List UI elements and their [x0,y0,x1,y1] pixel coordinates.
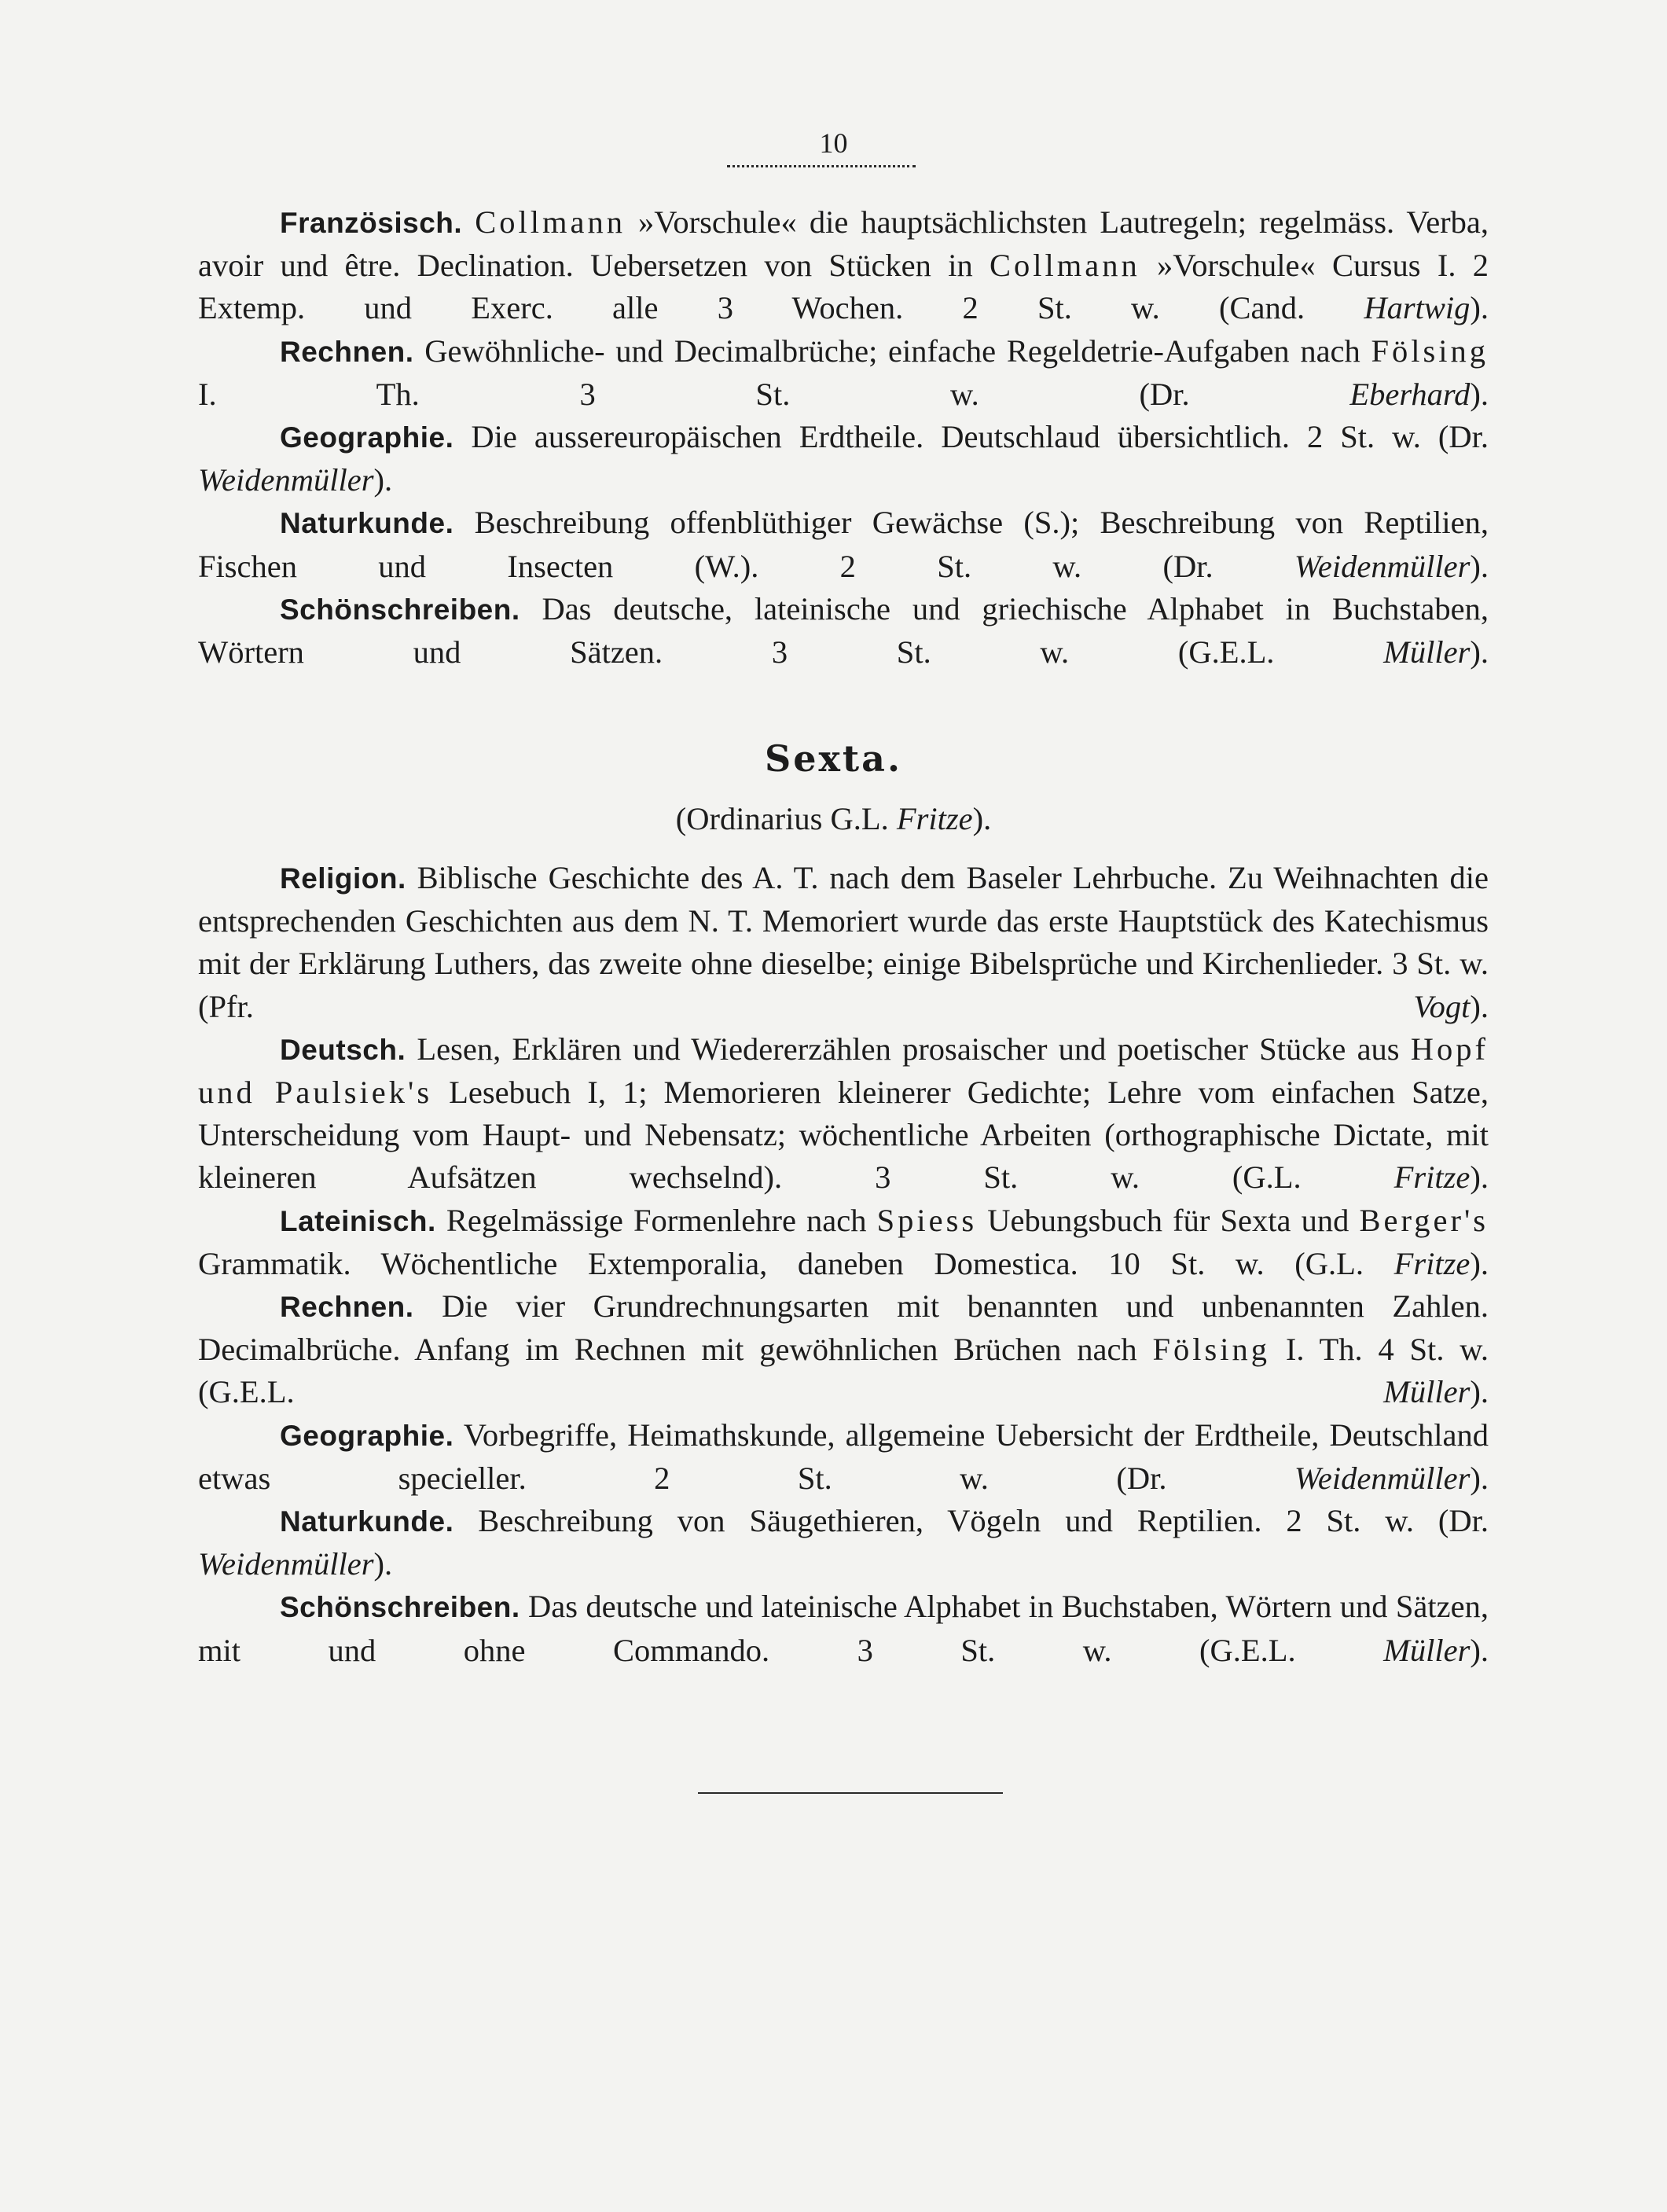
subject-title: Deutsch. [280,1033,406,1066]
previous-class-subjects [198,201,1489,674]
page-number-rule [727,165,916,167]
subject-lateinisch: Lateinisch. Regelmässige Formenlehre nach Spiess Uebungsbuch für Sexta und Berger's Grammatik. Wöchentliche Extemporalia, daneben Domestica. 10 St. w. (G.L. Fritze). [198,1202,1489,1281]
teacher-name: Weidenmüller [198,462,374,498]
subject-naturkunde: Naturkunde. Beschreibung offenblüthiger Gewächse (S.); Beschreibung von Reptilien, Fischen und Insecten (W.). 2 St. w. (Dr. Weidenmüller). [198,505,1489,584]
end-rule [698,1792,1003,1794]
subject-religion: Religion. Biblische Geschichte des A. T. nach dem Baseler Lehrbuche. Zu Weihnachten die entsprechenden Geschichten aus dem N. T. Memoriert wurde das erste Hauptstück des Katechismus mit der Erklärung Luthers, das zweite ohne dieselbe; einige Bibelsprüche und Kirchenlieder. 3 St. w. (Pfr. Vogt). [198,860,1489,1024]
subject-title: Religion. [280,862,406,895]
subject-title: Geographie. [280,1419,454,1452]
author-name: Spiess [876,1202,978,1238]
teacher-name: Weidenmüller [1294,1460,1471,1496]
subject-geographie: Geographie. Vorbegriffe, Heimathskunde, allgemeine Uebersicht der Erdtheile, Deutschland etwas specieller. 2 St. w. (Dr. Weidenmüller). [198,1416,1489,1496]
subject-title: Schönschreiben. [280,1591,520,1624]
author-name: Berger's [1359,1202,1489,1238]
subject-franzoesisch: Französisch. Collmann »Vorschule« die hauptsächlichsten Lautregeln; regelmäss. Verba, avoir und être. Declination. Uebersetzen von Stücken in Collmann »Vorschule« Cursus I. 2 Extemp. und Exerc. alle 3 Wochen. 2 St. w. (Cand. Hartwig). [198,204,1489,326]
teacher-name: Vogt [1413,988,1471,1024]
section-title: Sexta. [765,737,902,780]
teacher-name: Fritze [896,801,973,836]
subject-title: Schönschreiben. [280,593,520,626]
subject-title: Französisch. [280,207,463,239]
subject-naturkunde: Naturkunde. Beschreibung von Säugethieren, Vögeln und Reptilien. 2 St. w. (Dr. Weidenmüller). [198,1503,1489,1582]
section-ordinarius: (Ordinarius G.L. Fritze). [675,801,992,836]
subject-geographie: Geographie. Die aussereuropäischen Erdtheile. Deutschlaud übersichtlich. 2 St. w. (Dr. Weidenmüller). [198,419,1489,498]
subject-rechnen: Rechnen. Die vier Grundrechnungsarten mit benannten und unbenannten Zahlen. Decimalbrüche. Anfang im Rechnen mit gewöhnlichen Brüchen nach Fölsing I. Th. 4 St. w. (G.E.L. Müller). [198,1288,1489,1410]
teacher-name: Müller [1383,1374,1471,1410]
author-name: Collmann [475,204,626,240]
subject-title: Naturkunde. [280,507,454,540]
subject-schoenschreiben: Schönschreiben. Das deutsche und lateinische Alphabet in Buchstaben, Wörtern und Sätzen, mit und ohne Commando. 3 St. w. (G.E.L. Müller). [198,1589,1489,1668]
sexta-subjects [198,857,1489,1672]
subject-title: Rechnen. [280,335,414,368]
subject-title: Lateinisch. [280,1204,436,1237]
subject-deutsch: Deutsch. Lesen, Erklären und Wiedererzählen prosaischer und poetischer Stücke aus Hopf und Paulsiek's Lesebuch I, 1; Memorieren kleinerer Gedichte; Lehre vom einfachen Satze, Unterscheidung vom Haupt- und Nebensatz; wöchentliche Arbeiten (orthographische Dictate, mit kleineren Aufsätzen wechselnd). 3 St. w. (G.L. Fritze). [198,1031,1489,1196]
author-name: Fölsing [1152,1332,1271,1368]
teacher-name: Eberhard [1349,376,1471,412]
author-name: Fölsing [1371,333,1489,369]
subject-rechnen: Rechnen. Gewöhnliche- und Decimalbrüche; einfache Regeldetrie-Aufgaben nach Fölsing I. Th. 3 St. w. (Dr. Eberhard). [198,333,1489,412]
subject-schoenschreiben: Schönschreiben. Das deutsche, lateinische und griechische Alphabet in Buchstaben, Wörtern und Sätzen. 3 St. w. (G.E.L. Müller). [198,590,1489,671]
subject-title: Naturkunde. [280,1505,454,1538]
teacher-name: Fritze [1393,1245,1471,1281]
teacher-name: Müller [1383,634,1471,671]
author-name: Collmann [989,248,1140,284]
teacher-name: Fritze [1393,1159,1471,1196]
subject-title: Rechnen. [280,1291,414,1324]
page-number: 10 [819,127,848,159]
subject-title: Geographie. [280,421,454,454]
teacher-name: Weidenmüller [198,1546,374,1582]
teacher-name: Hartwig [1364,290,1471,326]
author-name: Hopf und Paulsiek's [198,1031,1489,1111]
teacher-name: Weidenmüller [1294,548,1471,584]
teacher-name: Müller [1383,1632,1471,1668]
